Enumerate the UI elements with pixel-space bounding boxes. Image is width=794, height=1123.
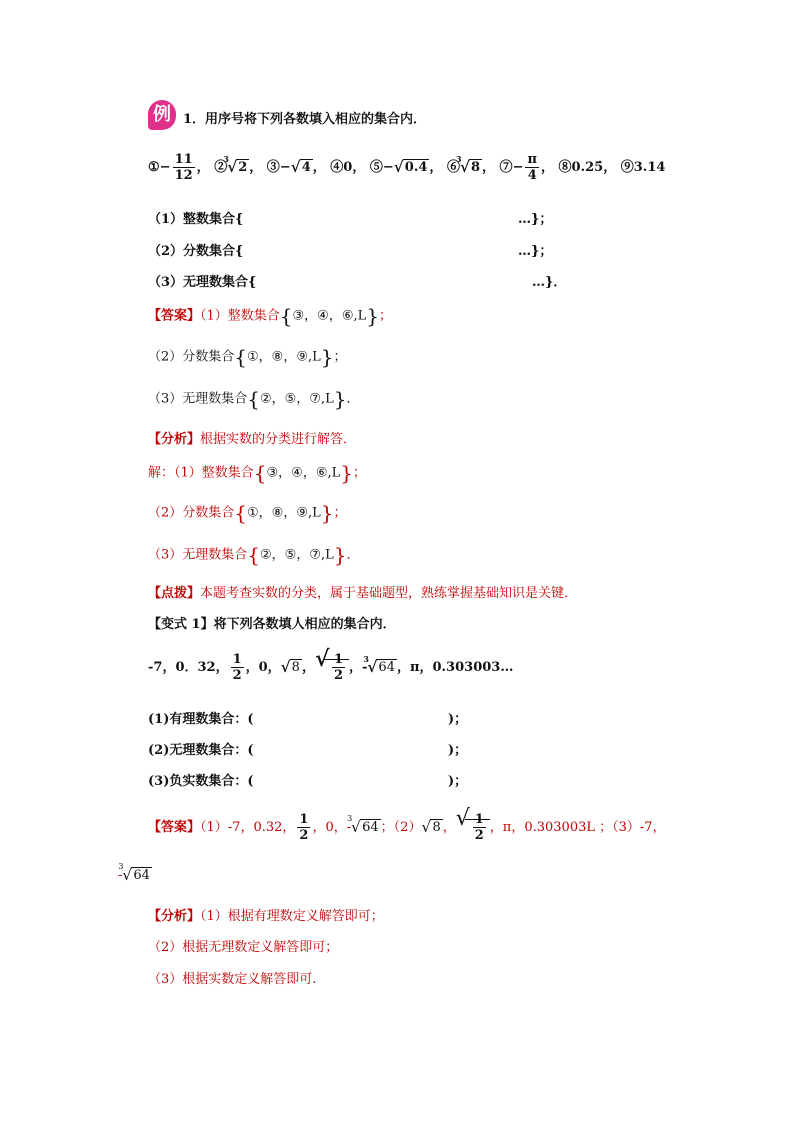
num-5-sqrt: √ 0.4 xyxy=(393,158,428,176)
example-solution-1: 解：（1）整数集合{③，④，⑥,L}； xyxy=(148,461,367,485)
variant-answer-cuberoot64-2: 3 √ 64 xyxy=(118,862,150,884)
variant-sqrt8-radicand: 8 xyxy=(291,660,300,675)
variant-answer-cuberoot64-2-radicand: 64 xyxy=(133,868,150,883)
num-2-index: 3 xyxy=(223,154,229,164)
variant-answer-i: ，π，0.303003L ；（3）-7， xyxy=(489,820,666,835)
variant-q3-end: )； xyxy=(448,774,468,789)
variant-answer-half xyxy=(297,812,310,843)
variant-analysis-tag: 【分析】 xyxy=(148,909,201,924)
num-label-1: ① xyxy=(148,160,160,175)
variant-num-i: ，π，0.303003… xyxy=(396,660,514,675)
num-1-denominator: 12 xyxy=(174,168,193,183)
num-1-fraction xyxy=(173,152,195,183)
variant-q2: (2)无理数集合：( xyxy=(148,743,254,758)
solution-3-items: ②，⑤，⑦,L xyxy=(260,547,334,563)
variant-answer-sqrt8: √ 8 xyxy=(421,818,441,836)
example-numbers-line: ①− $\frac{11}{12}$ ， ② 3 √ 2 ， ③− √ 4 ， ④0， ⑤− √ 0.4 ， ⑥ 3 √ 8 ， ⑦− $\frac{\pi}{4}$ ， ⑧0.25̇， ⑨3.14 xyxy=(148,152,666,183)
variant-half-denominator: 2 xyxy=(232,668,242,683)
variant-analysis-1 xyxy=(148,905,384,924)
variant-answer-c: ，0，- xyxy=(312,820,352,835)
variant-answer-sqrt-half-denominator: 2 xyxy=(474,828,484,843)
example-q2-text: （2）分数集合{ xyxy=(148,244,244,259)
num-9-value: 3.14 xyxy=(633,160,666,175)
example-answer-3: （3）无理数集合{②，⑤，⑦,L}． xyxy=(148,387,360,411)
answer-3-end: ． xyxy=(346,391,360,407)
variant-answer-half-numerator: 1 xyxy=(299,812,309,827)
variant-num-sqrt8: √ 8 xyxy=(280,658,300,676)
answer-1-end: ； xyxy=(379,308,393,324)
answer-1-items: ③，④，⑥,L xyxy=(292,308,367,324)
variant-prompt: 将下列各数填人相应的集合内． xyxy=(213,617,396,632)
num-3-radicand: 4 xyxy=(301,160,311,175)
example-solution-3: （3）无理数集合{②，⑤，⑦,L}． xyxy=(148,543,360,567)
num-7-denominator: 4 xyxy=(527,168,537,183)
variant-half-numerator: 1 xyxy=(232,652,242,667)
example-q1-text: （1）整数集合{ xyxy=(148,212,244,227)
solution-3-end: ． xyxy=(346,547,360,563)
num-7-sign: − xyxy=(512,160,524,175)
solution-1-items: ③，④，⑥,L xyxy=(266,465,341,481)
variant-cuberoot64-radicand: 64 xyxy=(378,660,395,675)
variant-num-cuberoot64: 3 √ 64 xyxy=(363,654,395,676)
num-6-cuberoot: 3 √ 8 xyxy=(455,154,481,176)
variant-q1-end: )； xyxy=(448,712,468,727)
example-number: 1． xyxy=(183,112,206,127)
solution-2-prefix: （2）分数集合 xyxy=(148,505,235,521)
example-title xyxy=(183,108,426,127)
example-comment xyxy=(148,582,577,601)
num-6-radicand: 8 xyxy=(470,160,481,175)
num-3-sign: − xyxy=(279,160,291,175)
variant-sqrt-half-numerator: 1 xyxy=(333,652,344,667)
example-q2 xyxy=(148,240,243,259)
num-label-4: ④ xyxy=(330,160,344,175)
variant-num-a: -7，0．32， xyxy=(148,660,229,675)
analysis-text: 根据实数的分类进行解答． xyxy=(200,432,357,447)
variant-num-half xyxy=(231,652,244,683)
num-label-9: ⑨ xyxy=(620,160,634,175)
solution-label: 解： xyxy=(148,465,175,481)
variant-answer-sqrt8-radicand: 8 xyxy=(432,820,441,835)
variant-tag: 【变式 1】 xyxy=(148,617,214,632)
variant-q3: (3)负实数集合：( xyxy=(148,774,254,789)
variant-answer-half-denominator: 2 xyxy=(299,828,309,843)
comment-tag: 【点拨】 xyxy=(148,586,201,601)
variant-q1: (1)有理数集合：( xyxy=(148,712,254,727)
variant-title xyxy=(148,613,396,632)
num-label-2: ② xyxy=(214,160,228,175)
answer-3-items: ②，⑤，⑦,L xyxy=(260,391,334,407)
analysis-tag: 【分析】 xyxy=(148,432,201,447)
num-5-radicand: 0.4 xyxy=(404,160,428,175)
example-q3 xyxy=(148,271,256,290)
example-q1-end: …}； xyxy=(518,212,553,227)
solution-1-prefix: （1）整数集合 xyxy=(174,465,254,481)
example-q3-text: （3）无理数集合{ xyxy=(148,275,257,290)
variant-answer-e: ；（2） xyxy=(380,820,422,835)
answer-1-prefix: （1）整数集合 xyxy=(200,308,280,324)
example-prompt: 用序号将下列各数填入相应的集合内． xyxy=(205,112,427,127)
variant-answer-a: （1）-7，0.32， xyxy=(200,820,296,835)
num-7-fraction xyxy=(525,152,539,183)
variant-sqrt-half-denominator: 2 xyxy=(333,668,344,683)
num-label-6: ⑥ xyxy=(446,160,460,175)
example-analysis xyxy=(148,428,356,447)
variant-num-c: ，0， xyxy=(245,660,281,675)
num-4-value: 0 xyxy=(343,160,353,175)
num-2-cuberoot: 3 √ 2 xyxy=(223,154,248,176)
solution-3-prefix: （3）无理数集合 xyxy=(148,547,248,563)
example-q1 xyxy=(148,208,243,227)
num-3-sqrt: √ 4 xyxy=(290,158,311,176)
num-label-8: ⑧ xyxy=(558,160,572,175)
variant-answer-sqrt-half-numerator: 1 xyxy=(474,812,484,827)
variant-answer-sqrt-half: √ $\frac{1}{2}$ xyxy=(456,812,490,843)
variant-answer-continued xyxy=(118,862,152,884)
variant-num-e: ， xyxy=(301,660,315,675)
num-5-sign: − xyxy=(382,160,394,175)
num-7-numerator: π xyxy=(527,152,537,167)
variant-answer-g: ， xyxy=(442,820,456,835)
answer-3-prefix: （3）无理数集合 xyxy=(148,391,248,407)
variant-q2-end: )； xyxy=(448,743,468,758)
variant-cuberoot64-index: 3 xyxy=(363,654,369,664)
variant-answer-j: - xyxy=(118,868,123,883)
example-badge: 例 xyxy=(148,100,176,130)
solution-2-items: ①，⑧，⑨,L xyxy=(247,505,321,521)
num-1-sign: − xyxy=(159,160,171,175)
num-1-numerator: 11 xyxy=(174,152,193,167)
num-8-value: 0.25̇ xyxy=(571,160,604,175)
example-q3-end: …}． xyxy=(532,275,567,290)
solution-2-end: ； xyxy=(333,505,347,521)
answer-tag: 【答案】 xyxy=(148,308,201,324)
example-answer-1: 【答案】（1）整数集合{③，④，⑥,L}； xyxy=(148,304,393,328)
num-6-index: 3 xyxy=(455,154,462,164)
variant-num-g: ，- xyxy=(349,660,368,675)
num-2-radicand: 2 xyxy=(238,160,248,175)
solution-1-end: ； xyxy=(353,465,367,481)
variant-numbers-line xyxy=(148,646,514,683)
variant-num-sqrt-half: √ $\frac{1}{2}$ xyxy=(315,652,349,683)
answer-2-prefix: （2）分数集合 xyxy=(148,349,235,365)
num-label-5: ⑤ xyxy=(369,160,383,175)
num-label-3: ③ xyxy=(266,160,280,175)
example-answer-2: （2）分数集合{①，⑧，⑨,L}； xyxy=(148,345,347,369)
variant-answer-cuberoot64-index: 3 xyxy=(347,814,353,823)
variant-analysis-2: （2）根据无理数定义解答即可； xyxy=(148,940,339,955)
answer-2-end: ； xyxy=(333,349,347,365)
example-q2-end: …}； xyxy=(518,244,553,259)
example-solution-2: （2）分数集合{①，⑧，⑨,L}； xyxy=(148,501,347,525)
variant-answer-cuberoot64: 3 √ 64 xyxy=(347,814,379,836)
num-label-7: ⑦ xyxy=(499,160,513,175)
comment-text: 本题考查实数的分类，属于基础题型，熟练掌握基础知识是关键． xyxy=(200,586,578,601)
answer-2-items: ①，⑧，⑨,L xyxy=(247,349,321,365)
variant-answer-cuberoot64-radicand: 64 xyxy=(362,820,379,835)
variant-analysis-1-text: （1）根据有理数定义解答即可； xyxy=(200,909,384,924)
variant-answer-tag: 【答案】 xyxy=(148,820,201,835)
variant-answer-cuberoot64-2-index: 3 xyxy=(118,862,124,871)
variant-analysis-3: （3）根据实数定义解答即可. xyxy=(148,972,317,987)
variant-answer xyxy=(148,806,666,843)
